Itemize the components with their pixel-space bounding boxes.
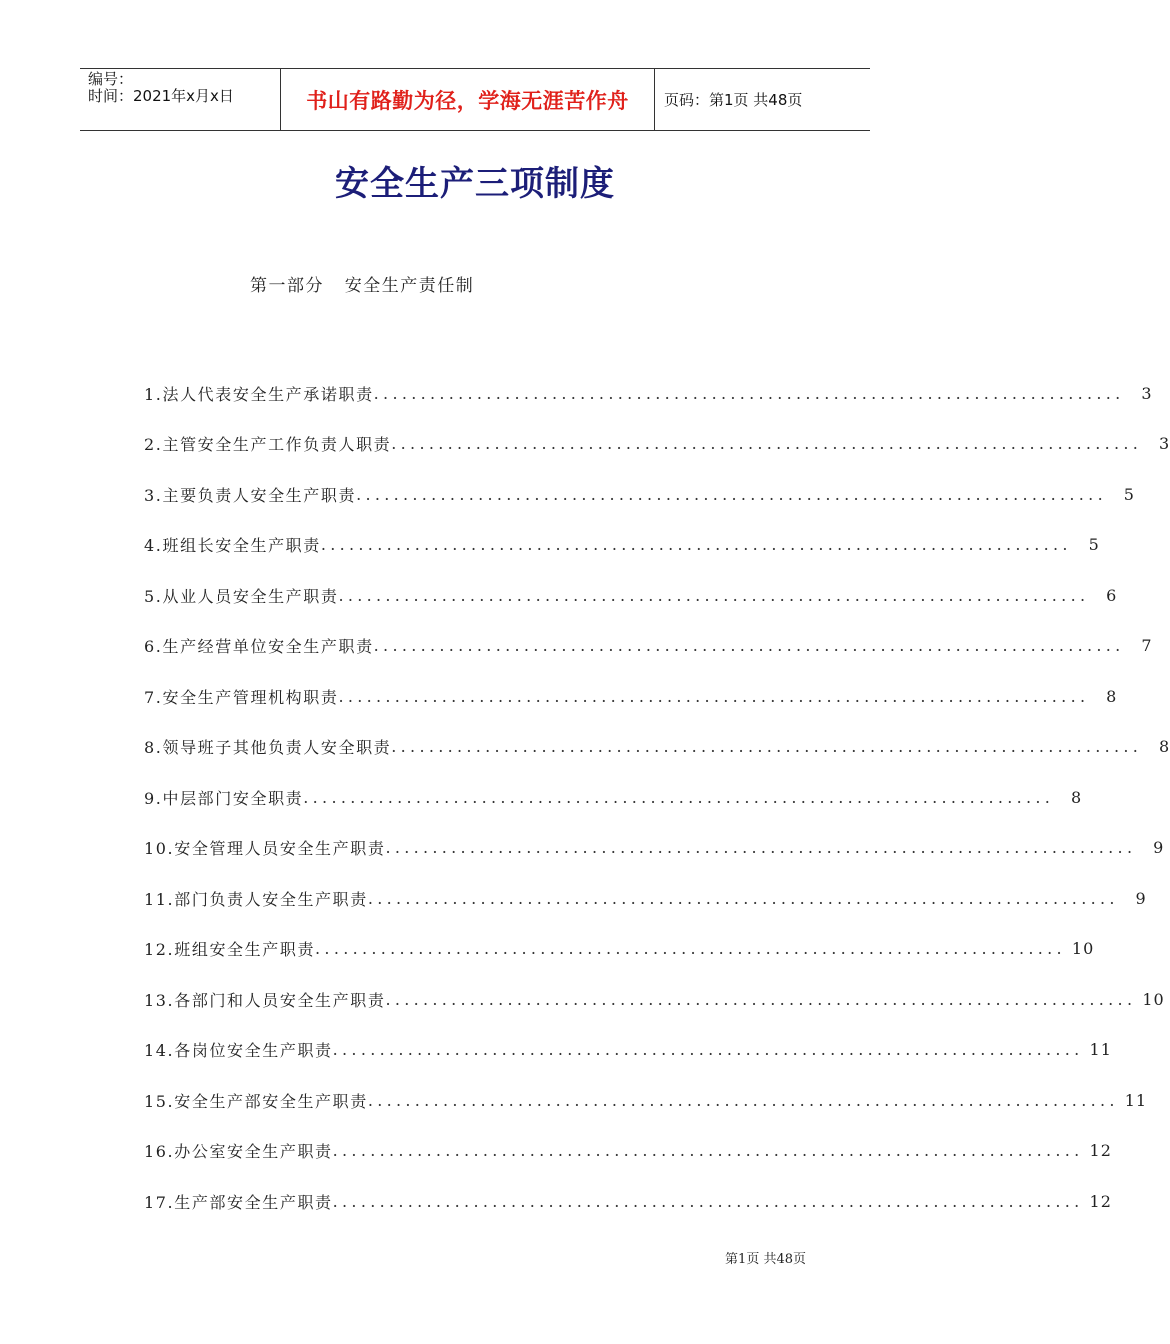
toc-entry[interactable] [144,621,1153,672]
toc-entry-page: 8 [1158,737,1170,757]
toc-leader-dots: ................................................................................ [391,737,1143,757]
toc-entry-page: 12 [1089,1141,1112,1161]
toc-entry-label: 4.班组长安全生产职责 [144,536,321,556]
toc-entry-page: 12 [1089,1191,1112,1211]
toc-entry-page: 3 [1141,383,1153,403]
toc-entry[interactable] [144,368,1153,419]
toc-entry-label: 6.生产经营单位安全生产职责 [144,637,374,657]
header-page-info: 页码：第1页 共48页 [664,91,803,109]
toc-entry-page: 7 [1141,636,1153,656]
toc-entry-page: 6 [1106,585,1118,605]
toc-leader-dots: ................................................................................ [385,838,1137,858]
toc-entry-label: 12.班组安全生产职责 [144,940,316,960]
toc-entry[interactable] [144,823,1165,874]
toc-leader-dots: ................................................................................ [315,939,1066,959]
toc-entry[interactable] [144,469,1135,520]
toc-leader-dots: ................................................................................ [356,484,1107,504]
toc-leader-dots: ................................................................................ [391,434,1143,454]
toc-entry-label: 7.安全生产管理机构职责 [144,687,339,707]
toc-entry-page: 11 [1089,1040,1112,1060]
toc-entry[interactable] [144,873,1147,924]
header-meta [80,69,281,130]
toc-entry-label: 9.中层部门安全职责 [144,788,304,808]
toc-entry[interactable] [144,1075,1148,1126]
toc-entry[interactable] [144,924,1095,975]
toc-entry[interactable] [144,671,1118,722]
toc-entry[interactable] [144,1025,1112,1076]
toc-entry-label: 11.部门负责人安全生产职责 [144,889,368,909]
toc-entry-page: 10 [1142,989,1165,1009]
toc-leader-dots: ................................................................................ [373,636,1125,656]
toc-entry-label: 5.从业人员安全生产职责 [144,586,339,606]
toc-entry-label: 16.办公室安全生产职责 [144,1142,333,1162]
toc-entry-label: 14.各岗位安全生产职责 [144,1041,333,1061]
toc-leader-dots: ................................................................................ [303,787,1055,807]
toc-entry-page: 8 [1070,787,1083,807]
toc-entry-label: 8.领导班子其他负责人安全职责 [144,738,392,758]
toc-leader-dots: ................................................................................ [385,989,1137,1009]
header-motto: 书山有路勤为径，学海无涯苦作舟 [281,69,655,130]
toc-leader-dots: ................................................................................ [367,1090,1119,1110]
toc-entry[interactable] [144,772,1083,823]
page-header [80,68,870,131]
page-footer: 第1页 共48页 [725,1252,806,1267]
table-of-contents [144,368,1170,1227]
document-date: 时间：2021年x月x日 [88,87,234,105]
toc-leader-dots: ................................................................................ [332,1141,1084,1161]
toc-entry-label: 2.主管安全生产工作负责人职责 [144,435,392,455]
toc-entry[interactable] [144,570,1118,621]
toc-leader-dots: ................................................................................ [338,585,1090,605]
toc-entry-page: 11 [1124,1090,1148,1110]
toc-entry-label: 3.主要负责人安全生产职责 [144,485,357,505]
toc-entry-label: 10.安全管理人员安全生产职责 [144,839,386,859]
toc-leader-dots: ................................................................................ [332,1040,1084,1060]
toc-entry-label: 17.生产部安全生产职责 [144,1192,333,1212]
document-number-label: 编号： [88,70,134,88]
toc-leader-dots: ................................................................................ [332,1191,1084,1211]
toc-entry-page: 3 [1158,434,1170,454]
toc-entry[interactable] [144,974,1165,1025]
toc-leader-dots: ................................................................................ [320,535,1072,555]
toc-entry-page: 5 [1123,484,1135,504]
document-title: 安全生产三项制度 [335,164,615,204]
toc-entry[interactable] [144,1126,1112,1177]
toc-leader-dots: ................................................................................ [373,383,1125,403]
toc-entry[interactable] [144,1176,1112,1227]
toc-entry[interactable] [144,722,1170,773]
toc-entry-page: 9 [1135,888,1147,908]
toc-entry-label: 13.各部门和人员安全生产职责 [144,990,386,1010]
toc-leader-dots: ................................................................................ [367,888,1119,908]
toc-entry-page: 5 [1088,535,1100,555]
section-heading: 第一部分 安全生产责任制 [250,276,475,296]
toc-entry-label: 15.安全生产部安全生产职责 [144,1091,368,1111]
toc-entry-label: 1.法人代表安全生产承诺职责 [144,384,374,404]
toc-entry[interactable] [144,419,1170,470]
toc-entry-page: 9 [1153,838,1165,858]
toc-entry-page: 10 [1071,939,1095,959]
toc-entry-page: 8 [1106,686,1118,706]
toc-leader-dots: ................................................................................ [338,686,1090,706]
toc-entry[interactable] [144,520,1100,571]
